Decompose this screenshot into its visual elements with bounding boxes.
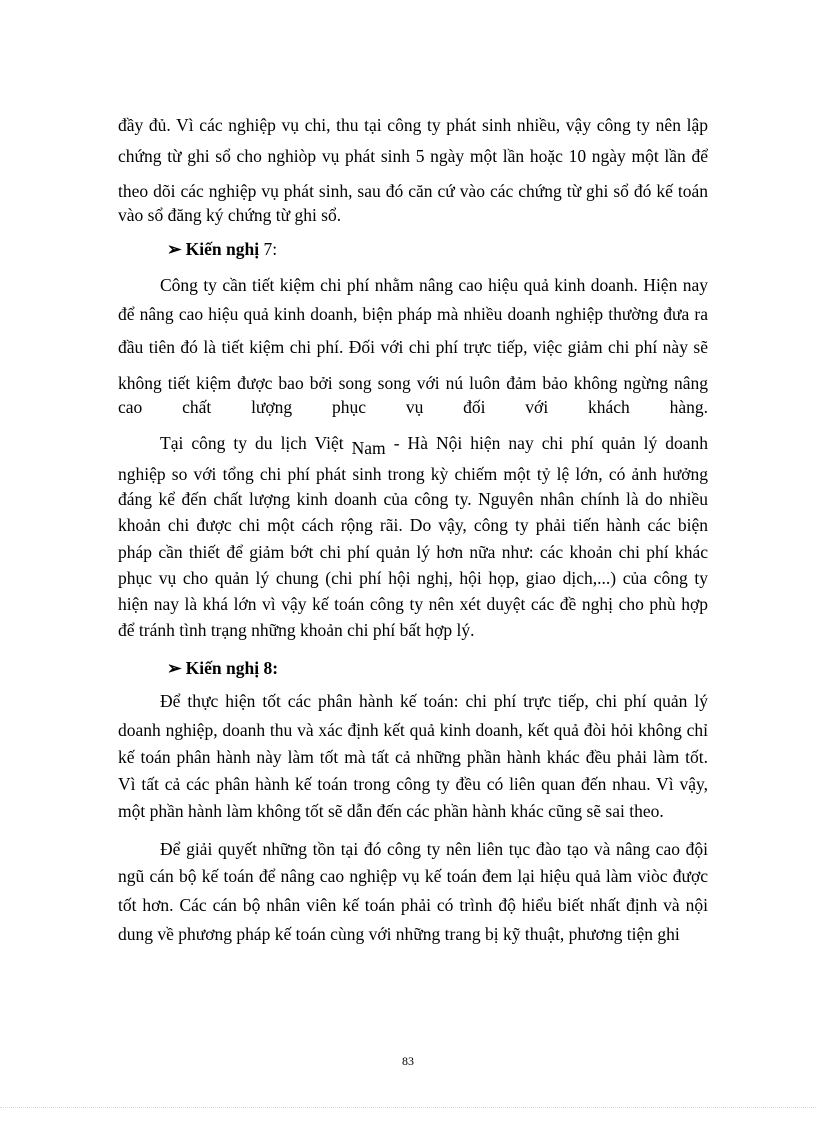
paragraph-3-line-5: pháp cần thiết để giảm bớt chi phí quản lý hơn nữa như: các khoản chi phí khác (118, 542, 708, 562)
paragraph-2-line-4: không tiết kiệm được bao bởi song song với nú luôn đảm bảo không ngừng nâng (118, 373, 708, 393)
heading-number: 7: (263, 239, 278, 259)
paragraph-1-line-2: chứng từ ghi sổ cho nghiòp vụ phát sinh 5 ngày một lần hoặc 10 ngày một lần để (118, 146, 708, 166)
paragraph-5-line-1: Để giải quyết những tồn tại đó công ty nên liên tục đào tạo và nâng cao đội (160, 839, 708, 859)
paragraph-4-line-4: Vì tất cả các phân hành kế toán trong công ty đều có liên quan đến nhau. Vì vậy, (118, 774, 708, 794)
paragraph-4-line-5: một phần hành làm không tốt sẽ dẫn đến các phần hành khác cũng sẽ sai theo. (118, 801, 664, 821)
arrow-bullet-icon: ➢ (167, 658, 182, 678)
paragraph-3-line-1-mid: Nam (351, 438, 386, 458)
paragraph-4-line-3: kế toán phân hành này làm tốt mà tất cả những phần hành khác đều phải làm tốt. (118, 747, 708, 767)
paragraph-1-line-3: theo dõi các nghiệp vụ phát sinh, sau đó căn cứ vào các chứng từ ghi sổ đó kế toán (118, 181, 708, 201)
paragraph-2-line-5: cao chất lượng phục vụ đối với khách hàng. (118, 397, 708, 417)
paragraph-3-line-6: phục vụ cho quản lý chung (chi phí hội nghị, hội họp, giao dịch,...) của công ty (118, 568, 708, 588)
paragraph-3-line-2: nghiệp so với tổng chi phí phát sinh trong kỳ chiếm một tỷ lệ lớn, có ảnh hưởng (118, 464, 708, 484)
paragraph-1-line-1: đầy đủ. Vì các nghiệp vụ chi, thu tại công ty phát sinh nhiều, vậy công ty nên lập (118, 115, 708, 135)
paragraph-3-line-4: khoản chi được chi một cách rộng rãi. Do vậy, công ty phải tiến hành các biện (118, 515, 708, 535)
paragraph-5-line-4: dung về phương pháp kế toán cùng với những trang bị kỹ thuật, phương tiện ghi (118, 924, 680, 944)
paragraph-4-line-2: doanh nghiệp, doanh thu và xác định kết quả kinh doanh, kết quả đòi hỏi không chỉ (118, 720, 708, 740)
page-number: 83 (402, 1054, 414, 1068)
paragraph-5-line-2: ngũ cán bộ kế toán để nâng cao nghiệp vụ kế toán đem lại hiệu quả làm viòc được (118, 866, 708, 886)
paragraph-3-line-7: hiện nay là khá lớn vì vậy kế toán công ty nên xét duyệt các đề nghị cho phù hợp (118, 594, 708, 614)
paragraph-3-line-3: đáng kể đến chất lượng kinh doanh của công ty. Nguyên nhân chính là do nhiều (118, 489, 708, 509)
paragraph-3-line-8: để tránh tình trạng những khoản chi phí bất hợp lý. (118, 620, 475, 640)
paragraph-4-line-1: Để thực hiện tốt các phân hành kế toán: chi phí trực tiếp, chi phí quản lý (160, 691, 708, 711)
paragraph-2-line-3: đầu tiên đó là tiết kiệm chi phí. Đối với chi phí trực tiếp, việc giảm chi phí này sẽ (118, 337, 708, 357)
heading-label: Kiến nghị (185, 239, 260, 259)
paragraph-3-line-1-post: - Hà Nội hiện nay chi phí quản lý doanh (385, 433, 708, 453)
heading-kien-nghi-7 (167, 238, 277, 260)
paragraph-3-line-1-pre: Tại công ty du lịch Việt (160, 433, 352, 453)
paragraph-2-line-1: Công ty cần tiết kiệm chi phí nhằm nâng cao hiệu quả kinh doanh. Hiện nay (160, 275, 708, 295)
paragraph-1-line-4: vào sổ đăng ký chứng từ ghi sổ. (118, 205, 342, 225)
paragraph-3-line-1 (160, 432, 708, 458)
page-bottom-divider (0, 1107, 816, 1108)
heading-label: Kiến nghị 8: (185, 658, 279, 678)
paragraph-2-line-2: để nâng cao hiệu quả kinh doanh, biện pháp mà nhiều doanh nghiệp thường đưa ra (118, 304, 708, 324)
paragraph-5-line-3: tốt hơn. Các cán bộ nhân viên kế toán phải có trình độ hiểu biết nhất định và nội (118, 895, 708, 915)
arrow-bullet-icon: ➢ (167, 239, 182, 259)
heading-kien-nghi-8 (167, 657, 278, 679)
